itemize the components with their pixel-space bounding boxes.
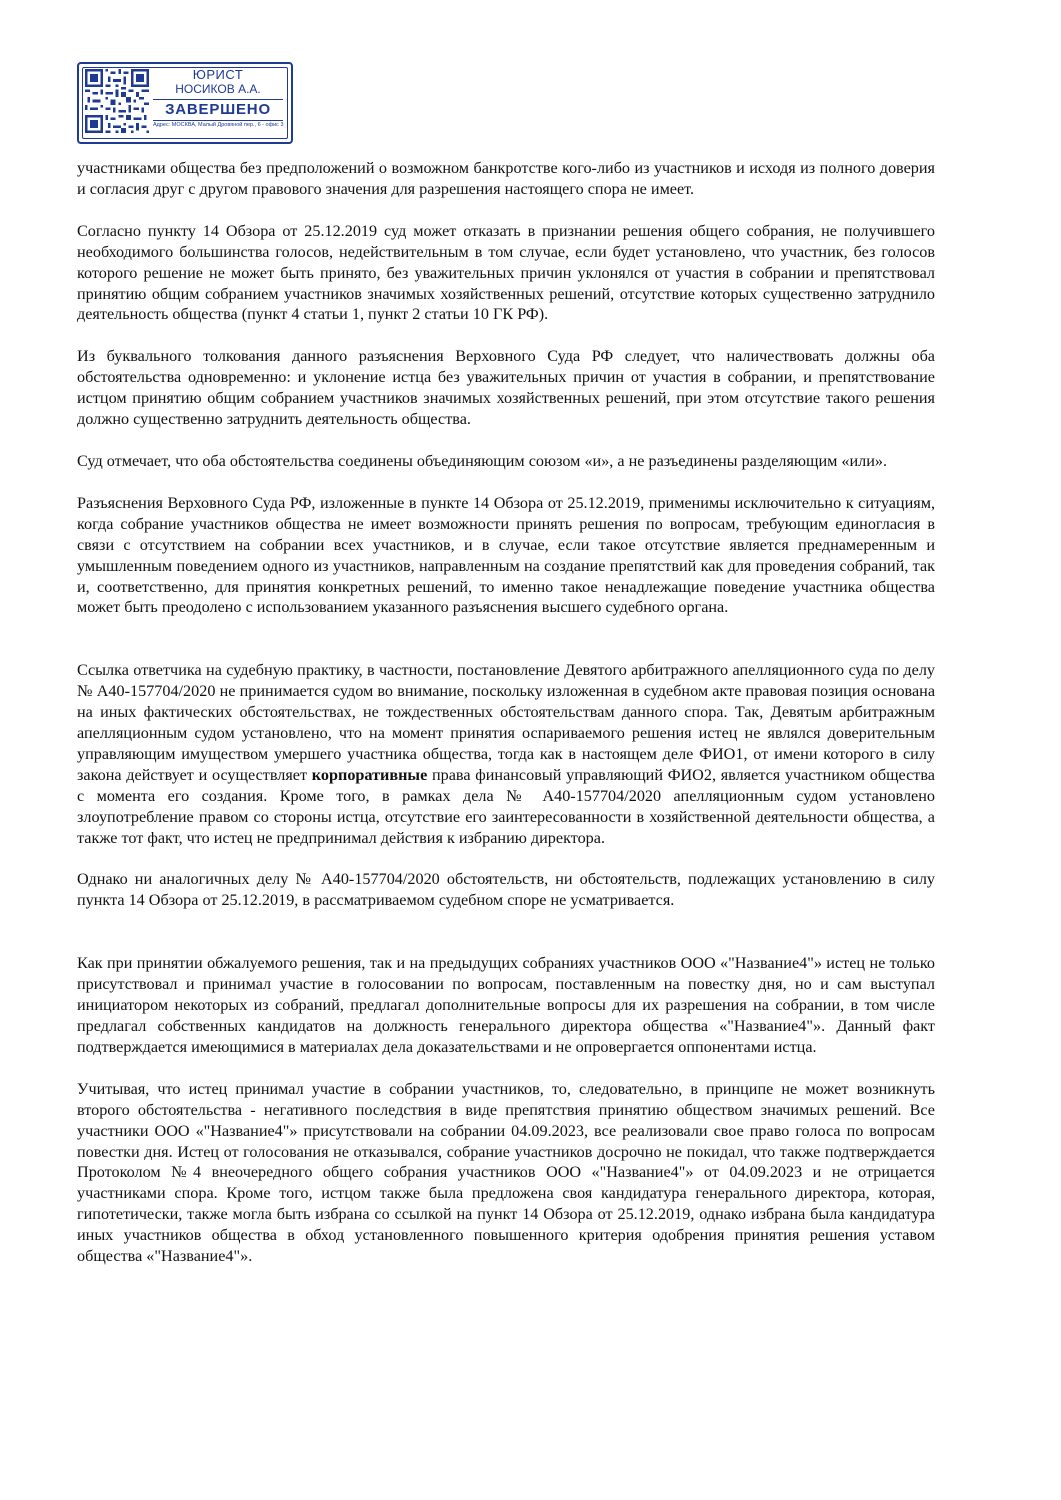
document-body bbox=[77, 158, 935, 1267]
bold-term: корпоративные bbox=[311, 765, 428, 784]
paragraph: Как при принятии обжалуемого решения, так и на предыдущих собраниях участников ООО «"Название4"» истец не только присутствовал и принимал участие в голосовании по вопросам, поставленным на повестку дня, но и сам выступал инициатором некоторых из собраний, предлагал дополнительные вопросы для их разрешения на собрании, в том числе предлагал собственных кандидатов на должность генерального директора общества «"Название4"». Данный факт подтверждается имеющимися в материалах дела доказательствами и не опровергается оппонентами истца. bbox=[77, 954, 935, 1056]
paragraph-text: Ссылка ответчика на судебную практику, в частности, постановление Девятого арбитражного апелляционного суда по делу № А40-157704/2020 не принимается судом во внимание, поскольку изложенная в судебном акте правовая позиция основана на иных фактических обстоятельствах, не тождественных обстоятельствам данного спора. Так, Девятым арбитражным апелляционным судом установлено, что на момент принятия оспариваемого решения истец не являлся доверительным управляющим имуществом умершего участника общества, тогда как в настоящем деле ФИО1, от имени которого в силу закона действует и осуществляет bbox=[77, 661, 935, 784]
stamp-title: ЮРИСТ bbox=[192, 67, 244, 82]
paragraph: Суд отмечает, что оба обстоятельства соединены объединяющим союзом «и», а не разъединены разделяющим «или». bbox=[77, 451, 888, 470]
paragraph-text: права финансовый управляющий ФИО2, является участником общества с момента его создания. Кроме того, в рамках дела № А40-157704/2020 апелляционным судом установлено злоупотребление правом со стороны истца, отсутствие его заинтересованности в хозяйственной деятельности общества, а также тот факт, что истец не предпринимал действия к избранию директора. bbox=[77, 765, 935, 847]
paragraph: Учитывая, что истец принимал участие в собрании участников, то, следовательно, в принципе не может возникнуть второго обстоятельства - негативного последствия в виде препятствия принятию обществом значимых решений. Все участники ООО «"Название4"» присутствовали на собрании 04.09.2023, все реализовали свое право голоса по вопросам повестки дня. Истец от голосования не отказывался, собрание участников досрочно не покидал, что также подтверждается Протоколом №4 внеочередного общего собрания участников ООО «"Название4"» от 04.09.2023 и не отрицается участниками спора. Кроме того, истцом также была предложена своя кандидатура генерального директора, которая, гипотетически, также могла быть избрана со ссылкой на пункт 14 Обзора от 25.12.2019, однако избрана была кандидатура иных участников общества в обход установленного повышенного критерия одобрения принятия решения уставом общества «"Название4"». bbox=[77, 1079, 935, 1266]
paragraph: участниками общества без предположений о возможном банкротстве кого-либо из участников и исходя из полного доверия и согласия друг с другом правового значения для разрешения настоящего спора не имеет. bbox=[77, 159, 935, 198]
lawyer-stamp bbox=[77, 62, 293, 144]
stamp-address: Адрес: МОСКВА, Малый Дровяной пер., 6 - офис 3 bbox=[153, 122, 284, 128]
paragraph bbox=[77, 660, 935, 848]
paragraph: Из буквального толкования данного разъяснения Верховного Суда РФ следует, что наличествовать должны оба обстоятельства одновременно: и уклонение истца без уважительных причин от участия в собрании, и препятствование истцом принятию общим собранием участников значимых хозяйственных решений, при этом отсутствие такого решения должно существенно затруднить деятельность общества. bbox=[77, 347, 935, 429]
paragraph: Разъяснения Верховного Суда РФ, изложенные в пункте 14 Обзора от 25.12.2019, применимы исключительно к ситуациям, когда собрание участников общества не имеет возможности принять решения по вопросам, требующим единогласия в связи с отсутствием на собрании всех участников, и в случае, если такое отсутствие является преднамеренным и умышленным поведением одного из участников, направленным на создание препятствий как для проведения собраний, так и, соответственно, для принятия конкретных решений, то именно такое ненадлежащие поведение участника общества может быть преодолено с использованием указанного разъяснения высшего судебного органа. bbox=[77, 493, 935, 617]
stamp-status: ЗАВЕРШЕНО bbox=[153, 99, 283, 121]
paragraph: Согласно пункту 14 Обзора от 25.12.2019 суд может отказать в признании решения общего собрания, не получившего необходимого большинства голосов, недействительным в том случае, если будет установлено, что участник, без голосов которого решение не может быть принято, без уважительных причин уклонялся от участия в собрании и препятствовал принятию общим собранием участников значимых хозяйственных решений, отсутствие которых существенно затруднило деятельность общества (пункт 4 статьи 1, пункт 2 статьи 10 ГК РФ). bbox=[77, 221, 935, 324]
qr-code-icon bbox=[85, 69, 149, 133]
stamp-lawyer-name: НОСИКОВ А.А. bbox=[175, 82, 261, 96]
stamp-text-block bbox=[153, 67, 283, 130]
paragraph: Однако ни аналогичных делу № А40-157704/2020 обстоятельств, ни обстоятельств, подлежащих установлению в силу пункта 14 Обзора от 25.12.2019, в рассматриваемом судебном споре не усматривается. bbox=[77, 870, 935, 910]
